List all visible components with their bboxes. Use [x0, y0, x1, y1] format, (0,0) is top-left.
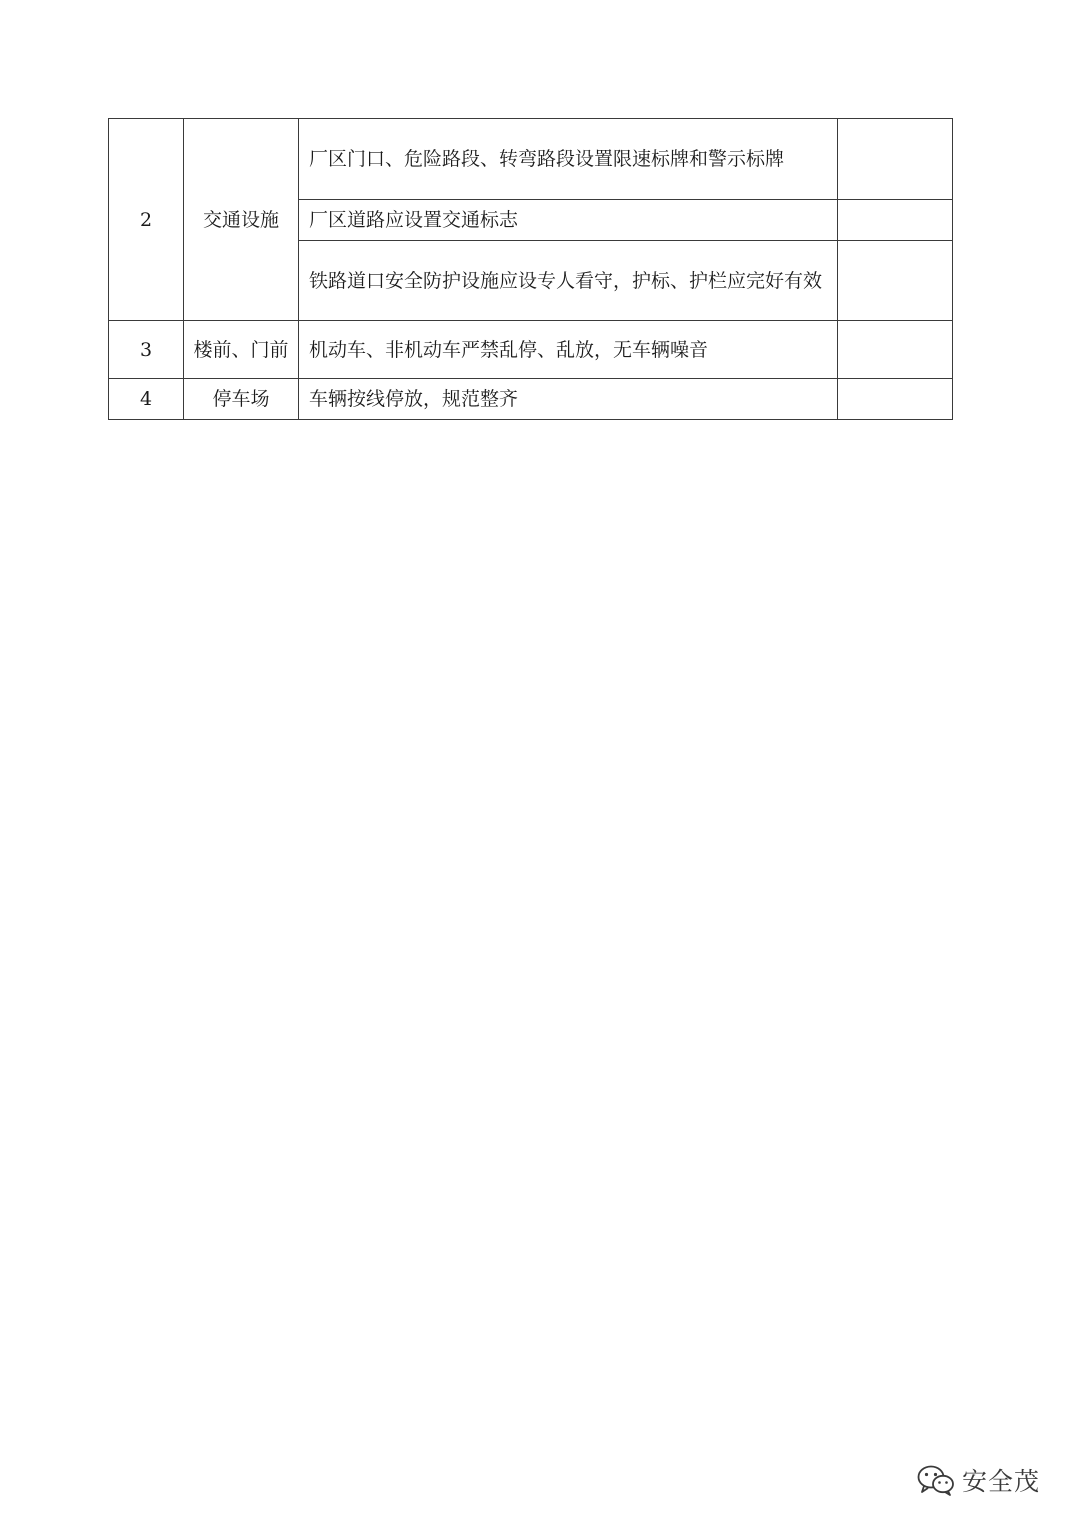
check-cell [838, 241, 953, 321]
requirement-cell: 机动车、非机动车严禁乱停、乱放，无车辆噪音 [299, 321, 838, 379]
requirement-cell: 厂区门口、危险路段、转弯路段设置限速标牌和警示标牌 [299, 119, 838, 200]
check-cell [838, 119, 953, 200]
requirement-cell: 车辆按线停放，规范整齐 [299, 379, 838, 420]
row-number: 4 [109, 379, 184, 420]
category-cell: 停车场 [184, 379, 299, 420]
category-cell: 楼前、门前 [184, 321, 299, 379]
table-row [109, 379, 953, 420]
requirement-cell: 铁路道口安全防护设施应设专人看守，护标、护栏应完好有效 [299, 241, 838, 321]
check-cell [838, 321, 953, 379]
check-cell [838, 379, 953, 420]
row-number: 3 [109, 321, 184, 379]
table-row [109, 321, 953, 379]
watermark [916, 1460, 1040, 1500]
category-cell: 交通设施 [184, 119, 299, 321]
watermark-text: 安全茂 [962, 1467, 1041, 1496]
wechat-icon [916, 1463, 956, 1497]
table-row [109, 119, 953, 200]
inspection-table [108, 118, 953, 420]
check-cell [838, 200, 953, 241]
row-number: 2 [109, 119, 184, 321]
requirement-cell: 厂区道路应设置交通标志 [299, 200, 838, 241]
